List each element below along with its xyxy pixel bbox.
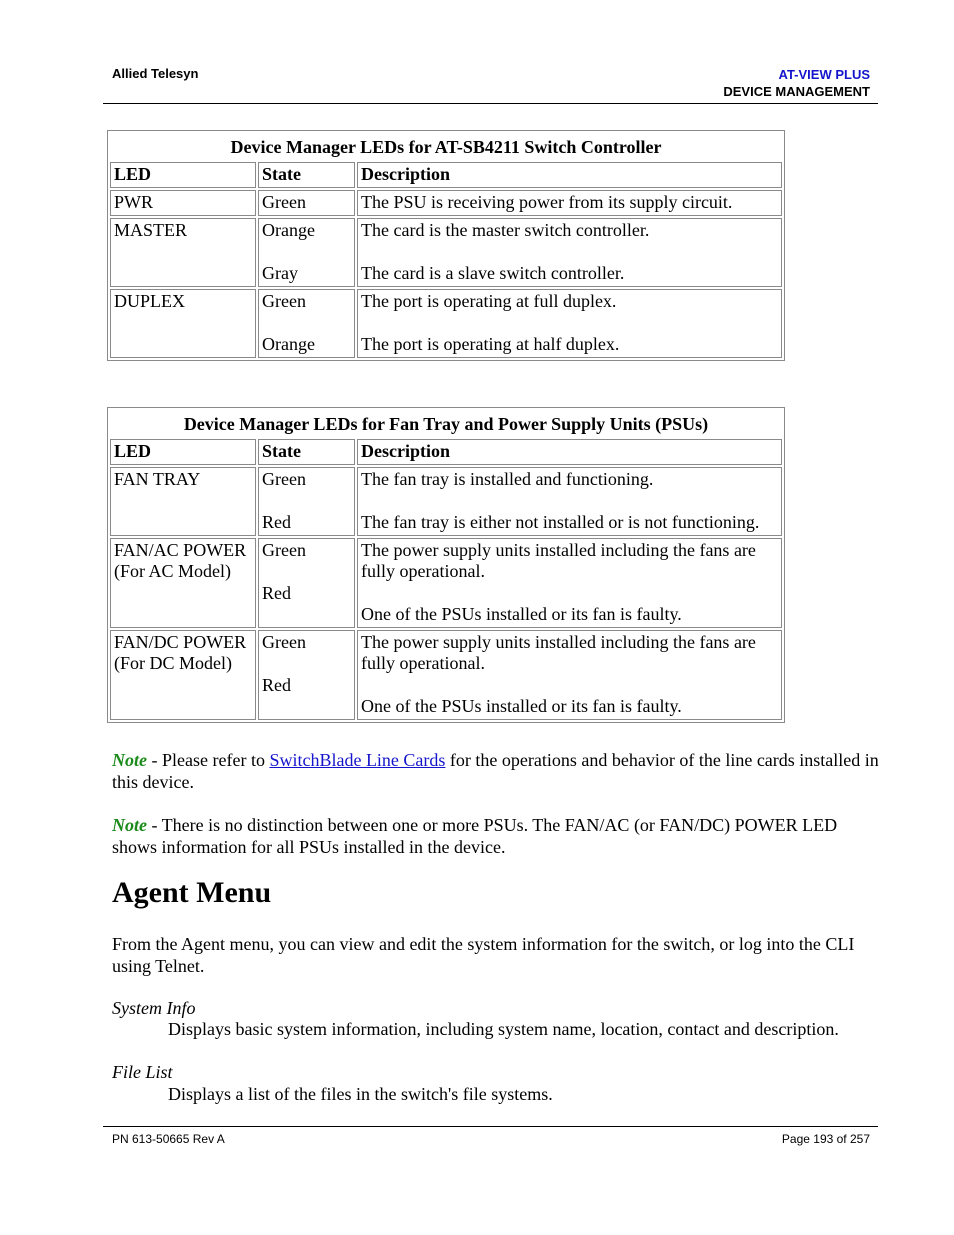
- footer-part-number: PN 613-50665 Rev A: [112, 1132, 225, 1146]
- state-value: Green: [262, 192, 306, 212]
- state-value: Green: [262, 632, 306, 652]
- state-value: Red: [262, 583, 291, 603]
- header-rule: [103, 103, 878, 104]
- state-cell: [258, 289, 355, 358]
- state-value: Gray: [262, 263, 298, 283]
- led-cell: [110, 630, 256, 720]
- description-text: The port is operating at half duplex.: [361, 334, 620, 354]
- col-header-state: State: [258, 162, 355, 188]
- led-cell: [110, 218, 256, 287]
- table-caption: Device Manager LEDs for Fan Tray and Power Supply Units (PSUs): [183, 414, 709, 434]
- state-cell: [258, 218, 355, 287]
- state-cell: [258, 467, 355, 536]
- description-text: The card is the master switch controller.: [361, 220, 650, 240]
- note-text: for the operations and behavior of the line cards installed in this device.: [112, 750, 879, 792]
- footer-rule: [103, 1126, 878, 1127]
- menu-definition: Displays a list of the files in the switch's file systems.: [168, 1084, 553, 1104]
- desc-cell: [357, 289, 782, 358]
- table-header-row: [110, 162, 782, 188]
- header-right: [723, 66, 870, 100]
- state-cell: [258, 538, 355, 628]
- state-value: Red: [262, 675, 291, 695]
- state-value: Orange: [262, 334, 315, 354]
- desc-cell: [357, 538, 782, 628]
- table-row: [110, 190, 782, 216]
- state-value: Green: [262, 540, 306, 560]
- led-name: PWR: [114, 192, 154, 212]
- table-header-row: [110, 439, 782, 465]
- led-name: DUPLEX: [114, 291, 185, 311]
- table-row: [110, 289, 782, 358]
- led-name: MASTER: [114, 220, 188, 240]
- led-name: FAN TRAY: [114, 469, 201, 489]
- table-row: [110, 538, 782, 628]
- description-text: The card is a slave switch controller.: [361, 263, 625, 283]
- note-psu: [112, 814, 882, 858]
- led-cell: [110, 467, 256, 536]
- desc-cell: [357, 630, 782, 720]
- note-label: Note: [112, 815, 147, 835]
- menu-definition: Displays basic system information, including system name, location, contact and description.: [168, 1019, 839, 1039]
- description-text: One of the PSUs installed or its fan is faulty.: [361, 604, 682, 624]
- menu-term: System Info: [112, 998, 196, 1018]
- col-header-description: Description: [357, 439, 782, 465]
- table-row: [110, 218, 782, 287]
- menu-term: File List: [112, 1062, 173, 1082]
- description-text: The power supply units installed including the fans are fully operational.: [361, 540, 756, 581]
- led-model: (For AC Model): [114, 561, 231, 581]
- header-product: AT-VIEW PLUS: [778, 67, 870, 82]
- section-intro: From the Agent menu, you can view and edit the system information for the switch, or log into the CLI using Telnet.: [112, 934, 855, 976]
- header-section: DEVICE MANAGEMENT: [723, 84, 870, 99]
- col-header-led: LED: [110, 439, 256, 465]
- desc-cell: [357, 467, 782, 536]
- footer-page-number: Page 193 of 257: [781, 1132, 870, 1146]
- led-cell: [110, 538, 256, 628]
- state-value: Green: [262, 291, 306, 311]
- state-value: Green: [262, 469, 306, 489]
- table-caption: Device Manager LEDs for AT-SB4211 Switch Controller: [230, 137, 662, 157]
- section-title: Agent Menu: [112, 876, 272, 909]
- note-text: - Please refer to: [147, 750, 270, 770]
- led-model: (For DC Model): [114, 653, 232, 673]
- table-row: [110, 467, 782, 536]
- state-cell: [258, 630, 355, 720]
- description-text: One of the PSUs installed or its fan is faulty.: [361, 696, 682, 716]
- state-value: Red: [262, 512, 291, 532]
- col-header-state: State: [258, 439, 355, 465]
- state-cell: [258, 190, 355, 216]
- header-company: Allied Telesyn: [112, 66, 199, 81]
- description-text: The port is operating at full duplex.: [361, 291, 617, 311]
- led-cell: [110, 289, 256, 358]
- description-text: The PSU is receiving power from its supply circuit.: [361, 192, 733, 212]
- col-header-led: LED: [110, 162, 256, 188]
- col-header-description: Description: [357, 162, 782, 188]
- switchblade-line-cards-link[interactable]: SwitchBlade Line Cards: [269, 750, 446, 770]
- description-text: The fan tray is installed and functioning.: [361, 469, 654, 489]
- note-text: - There is no distinction between one or more PSUs. The FAN/AC (or FAN/DC) POWER LED shows information for all PSUs installed in the device.: [112, 815, 838, 857]
- note-label: Note: [112, 750, 147, 770]
- desc-cell: [357, 190, 782, 216]
- led-name: FAN/DC POWER: [114, 632, 247, 652]
- table-row: [110, 630, 782, 720]
- state-value: Orange: [262, 220, 315, 240]
- desc-cell: [357, 218, 782, 287]
- description-text: The fan tray is either not installed or is not functioning.: [361, 512, 760, 532]
- led-table-fan-psu: [107, 407, 785, 723]
- note-line-cards: [112, 749, 882, 793]
- description-text: The power supply units installed including the fans are fully operational.: [361, 632, 756, 673]
- led-cell: [110, 190, 256, 216]
- led-name: FAN/AC POWER: [114, 540, 247, 560]
- led-table-switch-controller: [107, 130, 785, 361]
